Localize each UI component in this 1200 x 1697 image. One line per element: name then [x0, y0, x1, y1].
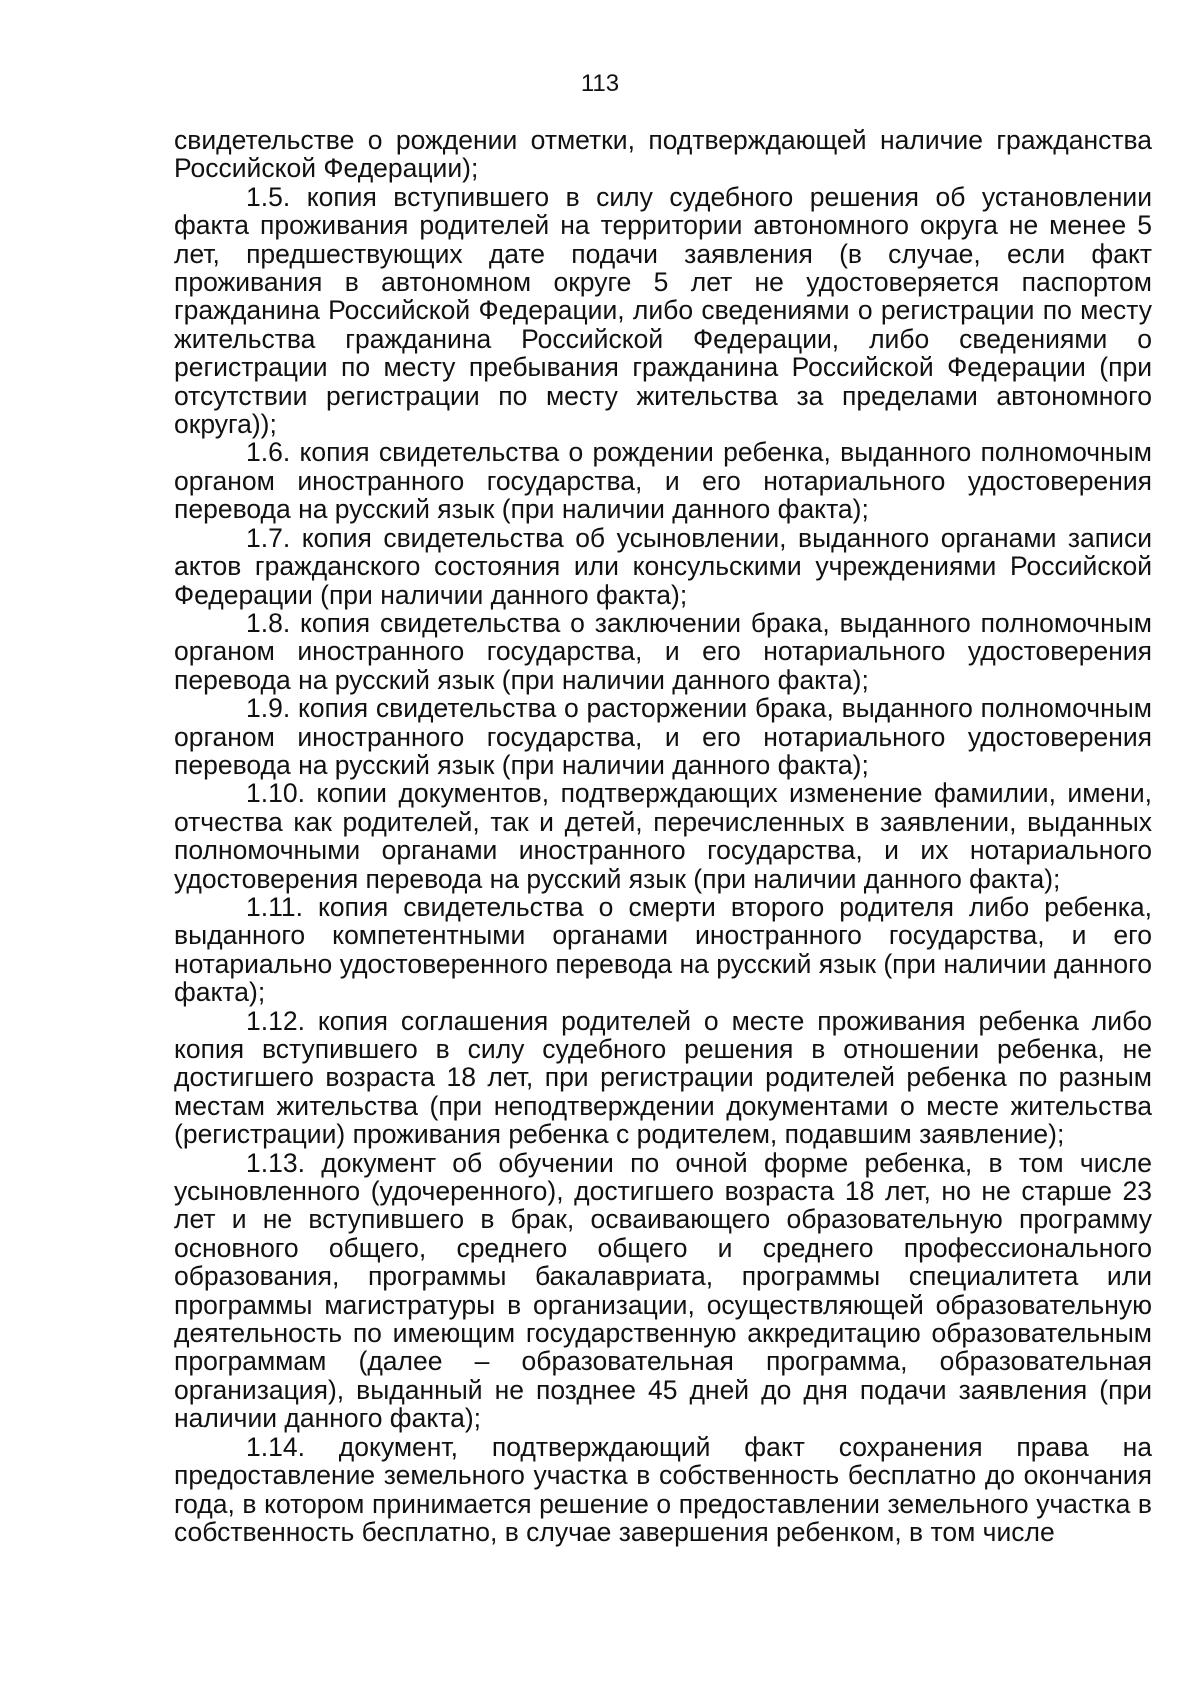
paragraph: 1.10. копии документов, подтверждающих изменение фамилии, имени, отчества как родителей, так и детей, перечисленных в заявлении, выданных полномочными органами иностранного государства, и их нотариального удостоверения перевода на русский язык (при наличии данного факта);: [174, 778, 1152, 894]
paragraph: 1.14. документ, подтверждающий факт сохранения права на предоставление земельного участка в собственность бесплатно до окончания года, в котором принимается решение о предоставлении земельного участка в собственность бесплатно, в случае завершения ребенком, в том числе: [174, 1431, 1152, 1547]
page-number: 113: [580, 70, 620, 97]
paragraph: 1.9. копия свидетельства о расторжении брака, выданного полномочным органом иностранного государства, и его нотариального удостоверения перевода на русский язык (при наличии данного факта);: [174, 693, 1152, 780]
paragraph: 1.7. копия свидетельства об усыновлении, выданного органами записи актов гражданского состояния или консульскими учреждениями Российской Федерации (при наличии данного факта);: [174, 522, 1152, 610]
paragraph: 1.13. документ об обучении по очной форме ребенка, в том числе усыновленного (удочеренного), достигшего возраста 18 лет, но не старше 23 лет и не вступившего в брак, осваивающего образовательную программу основного общего, среднего общего и среднего профессионального образования, программы бакалавриата, программы специалитета или программы магистратуры в организации, осуществляющей образовательную деятельность по имеющим государственную аккредитацию образовательным программам (далее – образовательная программа, образовательная организация), выданный не позднее 45 дней до дня подачи заявления (при наличии данного факта);: [174, 1147, 1152, 1434]
document-body: [174, 126, 1152, 1546]
paragraph: свидетельстве о рождении отметки, подтверждающей наличие гражданства Российской Федерации);: [174, 125, 1152, 184]
paragraph: 1.12. копия соглашения родителей о месте проживания ребенка либо копия вступившего в силу судебного решения в отношении ребенка, не достигшего возраста 18 лет, при регистрации родителей ребенка по разным местам жительства (при неподтверждении документами о месте жительства (регистрации) проживания ребенка с родителем, подавшим заявление);: [174, 1005, 1152, 1150]
paragraph: 1.6. копия свидетельства о рождении ребенка, выданного полномочным органом иностранного государства, и его нотариального удостоверения перевода на русский язык (при наличии данного факта);: [174, 437, 1152, 525]
paragraph: 1.5. копия вступившего в силу судебного решения об установлении факта проживания родителей на территории автономного округа не менее 5 лет, предшествующих дате подачи заявления (в случае, если факт проживания в автономном округе 5 лет не удостоверяется паспортом гражданина Российской Федерации, либо сведениями о регистрации по месту жительства гражданина Российской Федерации, либо сведениями о регистрации по месту пребывания гражданина Российской Федерации (при отсутствии регистрации по месту жительства за пределами автономного округа));: [174, 181, 1152, 440]
paragraph: 1.11. копия свидетельства о смерти второго родителя либо ребенка, выданного компетентными органами иностранного государства, и его нотариально удостоверенного перевода на русский язык (при наличии данного факта);: [174, 891, 1152, 1008]
paragraph: 1.8. копия свидетельства о заключении брака, выданного полномочным органом иностранного государства, и его нотариального удостоверения перевода на русский язык (при наличии данного факта);: [174, 607, 1152, 695]
